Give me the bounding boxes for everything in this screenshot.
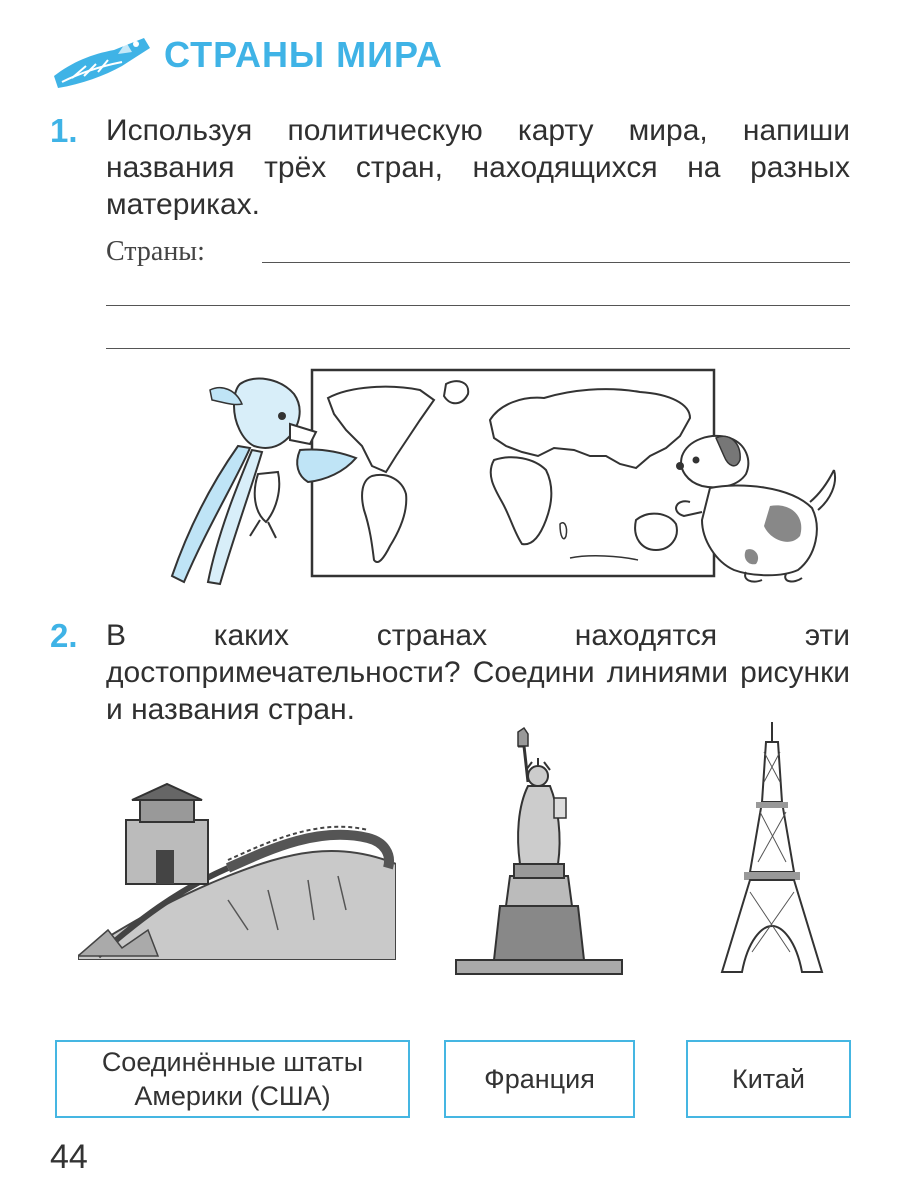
answer-line-3[interactable] — [106, 348, 850, 349]
country-box-france[interactable] — [444, 1040, 635, 1118]
flying-bird-icon — [52, 32, 152, 90]
eiffel-tower-icon — [720, 722, 824, 976]
answer-line-1[interactable] — [262, 262, 850, 263]
country-box-usa[interactable] — [55, 1040, 410, 1118]
answer-line-2[interactable] — [106, 305, 850, 306]
page-title: СТРАНЫ МИРА — [164, 34, 443, 75]
great-wall-icon — [78, 780, 396, 960]
page-number: 44 — [50, 1138, 88, 1176]
page-header — [52, 28, 612, 92]
country-label-china: Китай — [732, 1064, 805, 1094]
answer-label: Страны: — [106, 236, 205, 267]
statue-of-liberty-icon — [454, 726, 624, 978]
country-box-china[interactable] — [686, 1040, 851, 1118]
task-2-text: В каких странах находятся эти достопримечательности? Соедини линиями рисунки и названия стран. — [106, 619, 850, 726]
country-label-usa: Соединённые штаты Америки (США) — [101, 1047, 364, 1111]
country-label-france: Франция — [484, 1064, 595, 1094]
world-map-illustration — [150, 360, 850, 592]
task-1-text: Используя политическую карту мира, напиши названия трёх стран, находящихся на разных материках. — [106, 114, 850, 221]
task-1-number: 1. — [50, 112, 78, 149]
task-2-number: 2. — [50, 617, 78, 654]
